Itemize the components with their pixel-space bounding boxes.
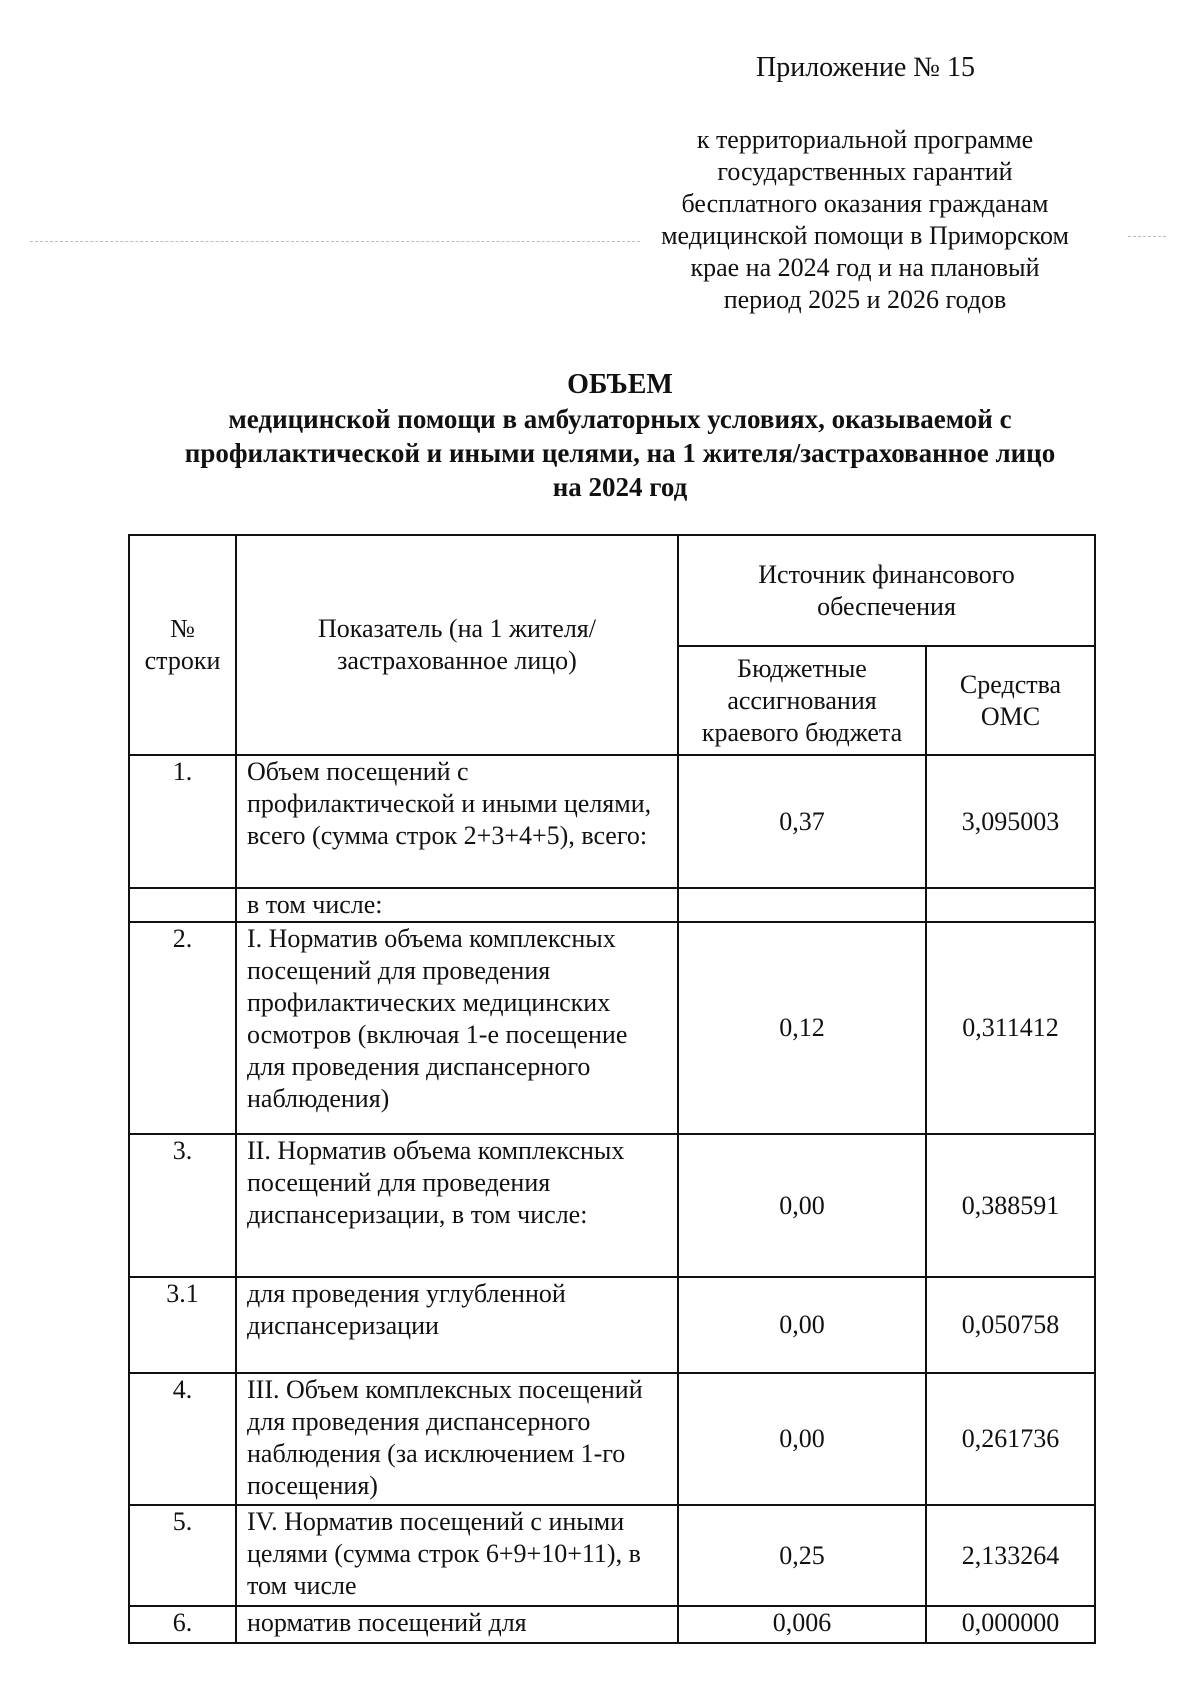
table-row (129, 1505, 1095, 1606)
header-budget: Бюджетные ассигнования краевого бюджета (678, 646, 926, 755)
row-number: 2. (129, 922, 236, 1134)
row-oms-value (926, 888, 1095, 922)
table-header-row (129, 535, 1095, 646)
row-number: 4. (129, 1373, 236, 1505)
row-oms-value: 2,133264 (926, 1505, 1095, 1606)
table-row (129, 755, 1095, 888)
header-source: Источник финансового обеспечения (678, 535, 1095, 646)
row-oms-value: 0,050758 (926, 1277, 1095, 1373)
row-budget-value: 0,00 (678, 1134, 926, 1277)
header-row-no: № строки (129, 535, 236, 755)
volume-table (128, 534, 1096, 1644)
row-oms-value: 0,388591 (926, 1134, 1095, 1277)
title-line: профилактической и иными целями, на 1 жителя/застрахованное лицо (184, 438, 1056, 468)
row-number: 3. (129, 1134, 236, 1277)
appendix-number: Приложение № 15 (756, 52, 975, 83)
row-indicator: III. Объем комплексных посещений для проведения диспансерного наблюдения (за исключением 1-го посещения) (236, 1373, 678, 1505)
scan-artifact-line (1128, 236, 1166, 237)
subtitle-line: государственных гарантий (717, 157, 1013, 186)
row-oms-value: 0,311412 (926, 922, 1095, 1134)
table-row (129, 888, 1095, 922)
table-row (129, 1606, 1095, 1643)
row-number (129, 888, 236, 922)
row-budget-value: 0,006 (678, 1606, 926, 1643)
row-budget-value: 0,37 (678, 755, 926, 888)
row-indicator: Объем посещений с профилактической и иными целями, всего (сумма строк 2+3+4+5), всего: (236, 755, 678, 888)
row-budget-value: 0,00 (678, 1373, 926, 1505)
table-row (129, 1134, 1095, 1277)
row-budget-value: 0,00 (678, 1277, 926, 1373)
subtitle-line: бесплатного оказания гражданам (681, 189, 1049, 218)
subtitle-line: к территориальной программе (696, 125, 1034, 154)
row-oms-value: 0,000000 (926, 1606, 1095, 1643)
table-row (129, 922, 1095, 1134)
row-indicator: I. Норматив объема комплексных посещений для проведения профилактических медицинских осмотров (включая 1-е посещение для проведения диспансерного наблюдения) (236, 922, 678, 1134)
row-indicator: норматив посещений для (236, 1606, 678, 1643)
row-budget-value (678, 888, 926, 922)
row-indicator: в том числе: (236, 888, 678, 922)
subtitle-line: крае на 2024 год и на плановый (690, 253, 1040, 282)
row-budget-value: 0,25 (678, 1505, 926, 1606)
subtitle-line: период 2025 и 2026 годов (723, 285, 1007, 314)
appendix-subtitle (630, 124, 1100, 316)
row-oms-value: 0,261736 (926, 1373, 1095, 1505)
title-line: на 2024 год (552, 472, 688, 502)
subtitle-line: медицинской помощи в Приморском (661, 221, 1069, 250)
row-number: 5. (129, 1505, 236, 1606)
row-indicator: IV. Норматив посещений с иными целями (сумма строк 6+9+10+11), в том числе (236, 1505, 678, 1606)
row-indicator: для проведения углубленной диспансеризации (236, 1277, 678, 1373)
scan-artifact-line (30, 241, 640, 242)
row-number: 1. (129, 755, 236, 888)
row-oms-value: 3,095003 (926, 755, 1095, 888)
row-number: 3.1 (129, 1277, 236, 1373)
document-title (130, 368, 1110, 504)
header-oms: Средства ОМС (926, 646, 1095, 755)
title-main: ОБЪЕМ (567, 369, 673, 400)
row-indicator: II. Норматив объема комплексных посещений для проведения диспансеризации, в том числе: (236, 1134, 678, 1277)
table-row (129, 1373, 1095, 1505)
header-indicator: Показатель (на 1 жителя/застрахованное лицо) (236, 535, 678, 755)
title-line: медицинской помощи в амбулаторных условиях, оказываемой с (228, 404, 1012, 434)
table-row (129, 1277, 1095, 1373)
row-budget-value: 0,12 (678, 922, 926, 1134)
row-number: 6. (129, 1606, 236, 1643)
